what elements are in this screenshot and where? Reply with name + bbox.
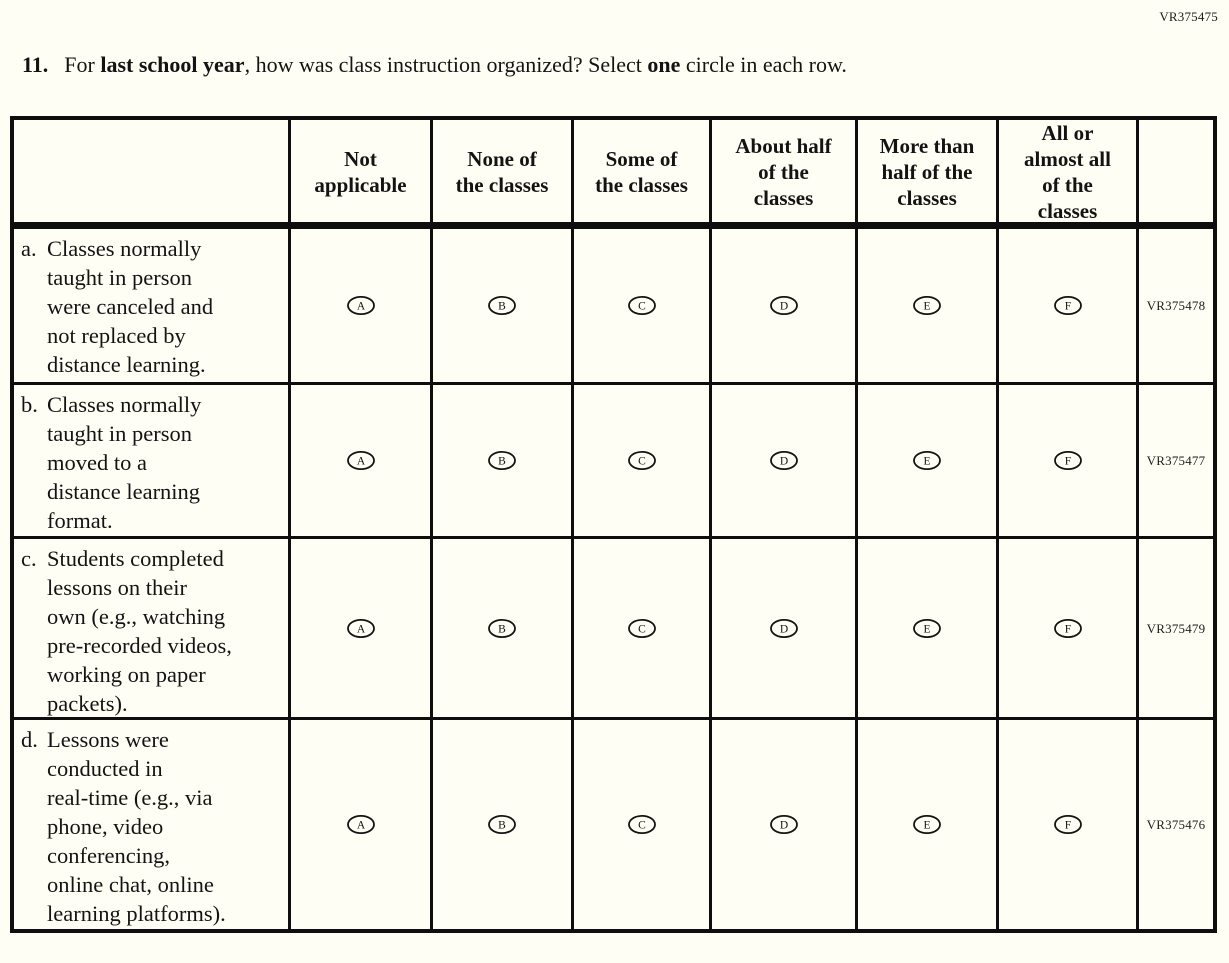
svg-text:B: B: [498, 300, 506, 313]
question-number: 11.: [22, 52, 49, 77]
svg-text:C: C: [637, 819, 646, 832]
bubble-c-F[interactable]: [1053, 618, 1083, 639]
svg-text:C: C: [637, 455, 646, 468]
svg-text:A: A: [356, 623, 365, 636]
svg-text:F: F: [1064, 819, 1071, 832]
question-text: For last school year, how was class instruction organized? Select one circle in each row.: [64, 52, 847, 77]
row-code-b: VR375477: [1146, 452, 1206, 468]
svg-text:D: D: [779, 623, 788, 636]
svg-text:D: D: [779, 300, 788, 313]
table-row-d: [14, 720, 1213, 929]
row-label-a: a. Classes normally taught in person were canceled and not replaced by distance learning.: [14, 229, 291, 382]
row-label-c: c. Students completed lessons on their own (e.g., watching pre-recorded videos, working on paper packets).: [14, 539, 291, 718]
bubble-c-D[interactable]: [769, 618, 799, 639]
table-row-c: [14, 539, 1213, 720]
bubble-d-B[interactable]: [487, 814, 517, 835]
question: [22, 52, 1209, 78]
bubble-a-E[interactable]: [912, 295, 942, 316]
svg-text:E: E: [923, 819, 931, 832]
form-code: VR375475: [1159, 9, 1218, 24]
svg-text:F: F: [1064, 623, 1071, 636]
col-header-some-of-classes: Some of the classes: [574, 120, 712, 224]
row-code-d: VR375476: [1146, 816, 1206, 832]
code-header-cell: [1139, 120, 1213, 224]
svg-text:E: E: [923, 300, 931, 313]
svg-text:A: A: [356, 455, 365, 468]
bubble-d-C[interactable]: [627, 814, 657, 835]
bubble-d-E[interactable]: [912, 814, 942, 835]
svg-text:B: B: [498, 623, 506, 636]
row-code-c: VR375479: [1146, 620, 1206, 636]
bubble-b-A[interactable]: [346, 450, 376, 471]
bubble-b-D[interactable]: [769, 450, 799, 471]
row-code-a: VR375478: [1146, 297, 1206, 313]
bubble-a-A[interactable]: [346, 295, 376, 316]
col-header-more-than-half: More than half of the classes: [858, 120, 999, 224]
row-label-d: d. Lessons were conducted in real-time (e.g., via phone, video conferencing, online chat, online learning platforms).: [14, 720, 291, 929]
bubble-d-A[interactable]: [346, 814, 376, 835]
svg-text:B: B: [498, 819, 506, 832]
svg-text:F: F: [1064, 455, 1071, 468]
bubble-a-F[interactable]: [1053, 295, 1083, 316]
svg-text:B: B: [498, 455, 506, 468]
bubble-a-D[interactable]: [769, 295, 799, 316]
col-header-all-or-almost-all: All or almost all of the classes: [999, 120, 1139, 224]
bubble-a-C[interactable]: [627, 295, 657, 316]
bubble-a-B[interactable]: [487, 295, 517, 316]
bubble-b-B[interactable]: [487, 450, 517, 471]
svg-text:D: D: [779, 819, 788, 832]
bubble-c-B[interactable]: [487, 618, 517, 639]
corner-cell: [14, 120, 291, 224]
table-row-b: [14, 385, 1213, 539]
svg-text:E: E: [923, 455, 931, 468]
bubble-c-E[interactable]: [912, 618, 942, 639]
svg-text:E: E: [923, 623, 931, 636]
svg-text:C: C: [637, 623, 646, 636]
col-header-about-half: About half of the classes: [712, 120, 858, 224]
svg-text:A: A: [356, 819, 365, 832]
svg-text:D: D: [779, 455, 788, 468]
bubble-b-E[interactable]: [912, 450, 942, 471]
header-row: [14, 120, 1213, 227]
bubble-b-C[interactable]: [627, 450, 657, 471]
svg-text:C: C: [637, 300, 646, 313]
table-row-a: [14, 229, 1213, 385]
svg-text:A: A: [356, 300, 365, 313]
col-header-none-of-classes: None of the classes: [433, 120, 574, 224]
bubble-c-A[interactable]: [346, 618, 376, 639]
bubble-c-C[interactable]: [627, 618, 657, 639]
bubble-d-F[interactable]: [1053, 814, 1083, 835]
instruction-table: [10, 116, 1217, 933]
bubble-b-F[interactable]: [1053, 450, 1083, 471]
bubble-d-D[interactable]: [769, 814, 799, 835]
col-header-not-applicable: Not applicable: [291, 120, 433, 224]
row-label-b: b. Classes normally taught in person moved to a distance learning format.: [14, 385, 291, 536]
svg-text:F: F: [1064, 300, 1071, 313]
